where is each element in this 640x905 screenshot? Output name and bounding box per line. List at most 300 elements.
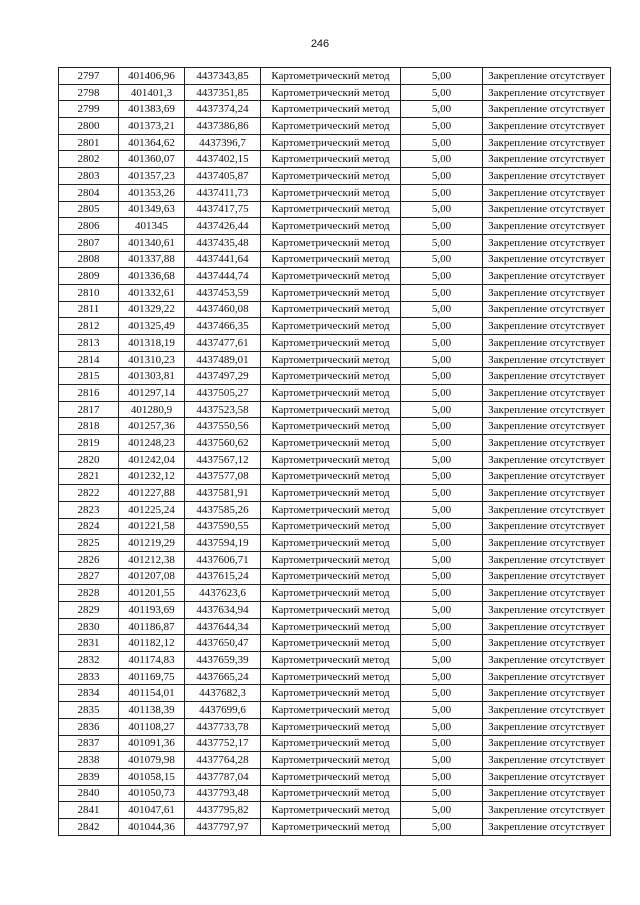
coord-x-cell: 401353,26 <box>119 184 185 201</box>
coord-x-cell: 401219,29 <box>119 535 185 552</box>
method-cell: Картометрический метод <box>261 551 401 568</box>
precision-cell: 5,00 <box>401 201 483 218</box>
table-row <box>59 134 611 151</box>
table-row <box>59 485 611 502</box>
point-number-cell: 2830 <box>59 618 119 635</box>
coord-x-cell: 401303,81 <box>119 368 185 385</box>
point-number-cell: 2809 <box>59 268 119 285</box>
point-number-cell: 2835 <box>59 702 119 719</box>
precision-cell: 5,00 <box>401 301 483 318</box>
fixation-cell: Закрепление отсутствует <box>483 368 611 385</box>
precision-cell: 5,00 <box>401 685 483 702</box>
point-number-cell: 2836 <box>59 718 119 735</box>
precision-cell: 5,00 <box>401 802 483 819</box>
table-row <box>59 218 611 235</box>
coord-y-cell: 4437444,74 <box>185 268 261 285</box>
precision-cell: 5,00 <box>401 785 483 802</box>
coord-x-cell: 401345 <box>119 218 185 235</box>
table-row <box>59 401 611 418</box>
method-cell: Картометрический метод <box>261 318 401 335</box>
precision-cell: 5,00 <box>401 668 483 685</box>
coord-y-cell: 4437466,35 <box>185 318 261 335</box>
coord-y-cell: 4437787,04 <box>185 768 261 785</box>
coord-x-cell: 401297,14 <box>119 385 185 402</box>
method-cell: Картометрический метод <box>261 485 401 502</box>
coord-y-cell: 4437567,12 <box>185 451 261 468</box>
coord-x-cell: 401138,39 <box>119 702 185 719</box>
point-number-cell: 2837 <box>59 735 119 752</box>
precision-cell: 5,00 <box>401 602 483 619</box>
coord-x-cell: 401349,63 <box>119 201 185 218</box>
fixation-cell: Закрепление отсутствует <box>483 602 611 619</box>
table-row <box>59 718 611 735</box>
precision-cell: 5,00 <box>401 335 483 352</box>
coord-y-cell: 4437665,24 <box>185 668 261 685</box>
method-cell: Картометрический метод <box>261 401 401 418</box>
coord-x-cell: 401169,75 <box>119 668 185 685</box>
coordinates-table <box>58 67 611 836</box>
coord-x-cell: 401108,27 <box>119 718 185 735</box>
point-number-cell: 2806 <box>59 218 119 235</box>
coord-x-cell: 401248,23 <box>119 435 185 452</box>
fixation-cell: Закрепление отсутствует <box>483 618 611 635</box>
table-row <box>59 335 611 352</box>
coord-x-cell: 401310,23 <box>119 351 185 368</box>
precision-cell: 5,00 <box>401 68 483 85</box>
table-row <box>59 535 611 552</box>
method-cell: Картометрический метод <box>261 84 401 101</box>
method-cell: Картометрический метод <box>261 585 401 602</box>
table-row <box>59 234 611 251</box>
fixation-cell: Закрепление отсутствует <box>483 468 611 485</box>
precision-cell: 5,00 <box>401 401 483 418</box>
table-row <box>59 418 611 435</box>
coord-y-cell: 4437577,08 <box>185 468 261 485</box>
point-number-cell: 2826 <box>59 551 119 568</box>
fixation-cell: Закрепление отсутствует <box>483 284 611 301</box>
method-cell: Картометрический метод <box>261 184 401 201</box>
coord-y-cell: 4437699,6 <box>185 702 261 719</box>
coord-y-cell: 4437606,71 <box>185 551 261 568</box>
fixation-cell: Закрепление отсутствует <box>483 785 611 802</box>
point-number-cell: 2818 <box>59 418 119 435</box>
fixation-cell: Закрепление отсутствует <box>483 318 611 335</box>
coord-y-cell: 4437793,48 <box>185 785 261 802</box>
coord-x-cell: 401079,98 <box>119 752 185 769</box>
table-row <box>59 435 611 452</box>
table-row <box>59 501 611 518</box>
table-row <box>59 318 611 335</box>
coord-x-cell: 401201,55 <box>119 585 185 602</box>
precision-cell: 5,00 <box>401 735 483 752</box>
point-number-cell: 2810 <box>59 284 119 301</box>
point-number-cell: 2825 <box>59 535 119 552</box>
point-number-cell: 2801 <box>59 134 119 151</box>
coord-y-cell: 4437795,82 <box>185 802 261 819</box>
point-number-cell: 2815 <box>59 368 119 385</box>
coord-y-cell: 4437417,75 <box>185 201 261 218</box>
fixation-cell: Закрепление отсутствует <box>483 802 611 819</box>
method-cell: Картометрический метод <box>261 201 401 218</box>
precision-cell: 5,00 <box>401 752 483 769</box>
coord-x-cell: 401174,83 <box>119 652 185 669</box>
coord-x-cell: 401047,61 <box>119 802 185 819</box>
precision-cell: 5,00 <box>401 485 483 502</box>
coord-x-cell: 401336,68 <box>119 268 185 285</box>
table-row <box>59 752 611 769</box>
table-row <box>59 568 611 585</box>
point-number-cell: 2822 <box>59 485 119 502</box>
coord-y-cell: 4437453,59 <box>185 284 261 301</box>
fixation-cell: Закрепление отсутствует <box>483 234 611 251</box>
table-row <box>59 284 611 301</box>
precision-cell: 5,00 <box>401 518 483 535</box>
point-number-cell: 2802 <box>59 151 119 168</box>
table-row <box>59 251 611 268</box>
coord-x-cell: 401193,69 <box>119 602 185 619</box>
table-row <box>59 785 611 802</box>
method-cell: Картометрический метод <box>261 351 401 368</box>
point-number-cell: 2811 <box>59 301 119 318</box>
table-row <box>59 468 611 485</box>
precision-cell: 5,00 <box>401 568 483 585</box>
precision-cell: 5,00 <box>401 501 483 518</box>
coord-y-cell: 4437560,62 <box>185 435 261 452</box>
point-number-cell: 2824 <box>59 518 119 535</box>
coord-x-cell: 401360,07 <box>119 151 185 168</box>
coord-x-cell: 401207,08 <box>119 568 185 585</box>
table-row <box>59 385 611 402</box>
method-cell: Картометрический метод <box>261 268 401 285</box>
coord-y-cell: 4437505,27 <box>185 385 261 402</box>
precision-cell: 5,00 <box>401 618 483 635</box>
point-number-cell: 2829 <box>59 602 119 619</box>
method-cell: Картометрический метод <box>261 151 401 168</box>
coord-y-cell: 4437659,39 <box>185 652 261 669</box>
fixation-cell: Закрепление отсутствует <box>483 668 611 685</box>
coord-x-cell: 401232,12 <box>119 468 185 485</box>
fixation-cell: Закрепление отсутствует <box>483 818 611 835</box>
coord-y-cell: 4437343,85 <box>185 68 261 85</box>
fixation-cell: Закрепление отсутствует <box>483 101 611 118</box>
coord-x-cell: 401221,58 <box>119 518 185 535</box>
point-number-cell: 2814 <box>59 351 119 368</box>
coord-y-cell: 4437523,58 <box>185 401 261 418</box>
fixation-cell: Закрепление отсутствует <box>483 84 611 101</box>
method-cell: Картометрический метод <box>261 802 401 819</box>
point-number-cell: 2807 <box>59 234 119 251</box>
table-row <box>59 585 611 602</box>
method-cell: Картометрический метод <box>261 435 401 452</box>
coord-y-cell: 4437351,85 <box>185 84 261 101</box>
precision-cell: 5,00 <box>401 118 483 135</box>
coord-x-cell: 401186,87 <box>119 618 185 635</box>
coord-y-cell: 4437402,15 <box>185 151 261 168</box>
coord-y-cell: 4437405,87 <box>185 168 261 185</box>
precision-cell: 5,00 <box>401 84 483 101</box>
fixation-cell: Закрепление отсутствует <box>483 151 611 168</box>
coord-y-cell: 4437733,78 <box>185 718 261 735</box>
fixation-cell: Закрепление отсутствует <box>483 568 611 585</box>
point-number-cell: 2834 <box>59 685 119 702</box>
fixation-cell: Закрепление отсутствует <box>483 251 611 268</box>
fixation-cell: Закрепление отсутствует <box>483 385 611 402</box>
method-cell: Картометрический метод <box>261 385 401 402</box>
method-cell: Картометрический метод <box>261 702 401 719</box>
coord-y-cell: 4437752,17 <box>185 735 261 752</box>
method-cell: Картометрический метод <box>261 451 401 468</box>
coord-y-cell: 4437386,86 <box>185 118 261 135</box>
coord-x-cell: 401227,88 <box>119 485 185 502</box>
coord-y-cell: 4437441,64 <box>185 251 261 268</box>
method-cell: Картометрический метод <box>261 251 401 268</box>
coord-x-cell: 401329,22 <box>119 301 185 318</box>
fixation-cell: Закрепление отсутствует <box>483 635 611 652</box>
method-cell: Картометрический метод <box>261 418 401 435</box>
coord-x-cell: 401050,73 <box>119 785 185 802</box>
precision-cell: 5,00 <box>401 768 483 785</box>
coord-y-cell: 4437477,61 <box>185 335 261 352</box>
method-cell: Картометрический метод <box>261 301 401 318</box>
fixation-cell: Закрепление отсутствует <box>483 702 611 719</box>
table-row <box>59 118 611 135</box>
coord-x-cell: 401154,01 <box>119 685 185 702</box>
method-cell: Картометрический метод <box>261 735 401 752</box>
point-number-cell: 2821 <box>59 468 119 485</box>
method-cell: Картометрический метод <box>261 568 401 585</box>
coord-x-cell: 401337,88 <box>119 251 185 268</box>
table-row <box>59 635 611 652</box>
table-row <box>59 802 611 819</box>
fixation-cell: Закрепление отсутствует <box>483 184 611 201</box>
coord-x-cell: 401257,36 <box>119 418 185 435</box>
fixation-cell: Закрепление отсутствует <box>483 501 611 518</box>
point-number-cell: 2812 <box>59 318 119 335</box>
fixation-cell: Закрепление отсутствует <box>483 118 611 135</box>
precision-cell: 5,00 <box>401 151 483 168</box>
point-number-cell: 2803 <box>59 168 119 185</box>
table-row <box>59 84 611 101</box>
fixation-cell: Закрепление отсутствует <box>483 201 611 218</box>
coord-y-cell: 4437623,6 <box>185 585 261 602</box>
fixation-cell: Закрепление отсутствует <box>483 718 611 735</box>
precision-cell: 5,00 <box>401 168 483 185</box>
point-number-cell: 2797 <box>59 68 119 85</box>
fixation-cell: Закрепление отсутствует <box>483 351 611 368</box>
coord-x-cell: 401332,61 <box>119 284 185 301</box>
fixation-cell: Закрепление отсутствует <box>483 652 611 669</box>
coord-x-cell: 401357,23 <box>119 168 185 185</box>
method-cell: Картометрический метод <box>261 768 401 785</box>
point-number-cell: 2817 <box>59 401 119 418</box>
coord-y-cell: 4437644,34 <box>185 618 261 635</box>
method-cell: Картометрический метод <box>261 618 401 635</box>
table-row <box>59 551 611 568</box>
point-number-cell: 2798 <box>59 84 119 101</box>
precision-cell: 5,00 <box>401 468 483 485</box>
precision-cell: 5,00 <box>401 535 483 552</box>
method-cell: Картометрический метод <box>261 718 401 735</box>
table-row <box>59 668 611 685</box>
point-number-cell: 2838 <box>59 752 119 769</box>
fixation-cell: Закрепление отсутствует <box>483 752 611 769</box>
method-cell: Картометрический метод <box>261 134 401 151</box>
method-cell: Картометрический метод <box>261 101 401 118</box>
table-row <box>59 451 611 468</box>
table-row <box>59 652 611 669</box>
point-number-cell: 2833 <box>59 668 119 685</box>
coord-x-cell: 401225,24 <box>119 501 185 518</box>
table-row <box>59 351 611 368</box>
coord-y-cell: 4437581,91 <box>185 485 261 502</box>
coord-y-cell: 4437590,55 <box>185 518 261 535</box>
fixation-cell: Закрепление отсутствует <box>483 551 611 568</box>
coord-y-cell: 4437764,28 <box>185 752 261 769</box>
table-row <box>59 602 611 619</box>
method-cell: Картометрический метод <box>261 785 401 802</box>
precision-cell: 5,00 <box>401 418 483 435</box>
table-row <box>59 301 611 318</box>
table-row <box>59 618 611 635</box>
method-cell: Картометрический метод <box>261 234 401 251</box>
method-cell: Картометрический метод <box>261 635 401 652</box>
coord-x-cell: 401373,21 <box>119 118 185 135</box>
fixation-cell: Закрепление отсутствует <box>483 268 611 285</box>
point-number-cell: 2800 <box>59 118 119 135</box>
coord-x-cell: 401325,49 <box>119 318 185 335</box>
precision-cell: 5,00 <box>401 234 483 251</box>
fixation-cell: Закрепление отсутствует <box>483 518 611 535</box>
fixation-cell: Закрепление отсутствует <box>483 301 611 318</box>
precision-cell: 5,00 <box>401 585 483 602</box>
point-number-cell: 2823 <box>59 501 119 518</box>
point-number-cell: 2827 <box>59 568 119 585</box>
fixation-cell: Закрепление отсутствует <box>483 134 611 151</box>
coord-y-cell: 4437460,08 <box>185 301 261 318</box>
precision-cell: 5,00 <box>401 652 483 669</box>
coord-y-cell: 4437411,73 <box>185 184 261 201</box>
precision-cell: 5,00 <box>401 134 483 151</box>
method-cell: Картометрический метод <box>261 118 401 135</box>
fixation-cell: Закрепление отсутствует <box>483 735 611 752</box>
coord-x-cell: 401406,96 <box>119 68 185 85</box>
point-number-cell: 2820 <box>59 451 119 468</box>
table-row <box>59 735 611 752</box>
precision-cell: 5,00 <box>401 318 483 335</box>
coord-x-cell: 401058,15 <box>119 768 185 785</box>
point-number-cell: 2819 <box>59 435 119 452</box>
point-number-cell: 2839 <box>59 768 119 785</box>
method-cell: Картометрический метод <box>261 685 401 702</box>
fixation-cell: Закрепление отсутствует <box>483 585 611 602</box>
method-cell: Картометрический метод <box>261 501 401 518</box>
fixation-cell: Закрепление отсутствует <box>483 685 611 702</box>
coord-y-cell: 4437550,56 <box>185 418 261 435</box>
method-cell: Картометрический метод <box>261 218 401 235</box>
precision-cell: 5,00 <box>401 284 483 301</box>
coord-y-cell: 4437682,3 <box>185 685 261 702</box>
page-number: 246 <box>310 38 330 50</box>
method-cell: Картометрический метод <box>261 468 401 485</box>
coord-y-cell: 4437435,48 <box>185 234 261 251</box>
precision-cell: 5,00 <box>401 818 483 835</box>
point-number-cell: 2841 <box>59 802 119 819</box>
fixation-cell: Закрепление отсутствует <box>483 335 611 352</box>
coord-x-cell: 401242,04 <box>119 451 185 468</box>
precision-cell: 5,00 <box>401 351 483 368</box>
coord-x-cell: 401044,36 <box>119 818 185 835</box>
precision-cell: 5,00 <box>401 218 483 235</box>
point-number-cell: 2813 <box>59 335 119 352</box>
precision-cell: 5,00 <box>401 368 483 385</box>
coord-y-cell: 4437396,7 <box>185 134 261 151</box>
fixation-cell: Закрепление отсутствует <box>483 68 611 85</box>
coord-x-cell: 401401,3 <box>119 84 185 101</box>
table-row <box>59 702 611 719</box>
method-cell: Картометрический метод <box>261 68 401 85</box>
coord-y-cell: 4437489,01 <box>185 351 261 368</box>
precision-cell: 5,00 <box>401 268 483 285</box>
method-cell: Картометрический метод <box>261 602 401 619</box>
fixation-cell: Закрепление отсутствует <box>483 218 611 235</box>
point-number-cell: 2832 <box>59 652 119 669</box>
point-number-cell: 2799 <box>59 101 119 118</box>
method-cell: Картометрический метод <box>261 652 401 669</box>
coord-x-cell: 401318,19 <box>119 335 185 352</box>
point-number-cell: 2842 <box>59 818 119 835</box>
precision-cell: 5,00 <box>401 451 483 468</box>
point-number-cell: 2828 <box>59 585 119 602</box>
coord-x-cell: 401091,36 <box>119 735 185 752</box>
method-cell: Картометрический метод <box>261 284 401 301</box>
precision-cell: 5,00 <box>401 551 483 568</box>
table-row <box>59 685 611 702</box>
method-cell: Картометрический метод <box>261 818 401 835</box>
coord-y-cell: 4437650,47 <box>185 635 261 652</box>
table-row <box>59 168 611 185</box>
coord-x-cell: 401280,9 <box>119 401 185 418</box>
table-row <box>59 518 611 535</box>
fixation-cell: Закрепление отсутствует <box>483 535 611 552</box>
fixation-cell: Закрепление отсутствует <box>483 768 611 785</box>
coord-x-cell: 401182,12 <box>119 635 185 652</box>
coord-x-cell: 401383,69 <box>119 101 185 118</box>
coord-x-cell: 401212,38 <box>119 551 185 568</box>
coord-y-cell: 4437615,24 <box>185 568 261 585</box>
method-cell: Картометрический метод <box>261 668 401 685</box>
method-cell: Картометрический метод <box>261 368 401 385</box>
fixation-cell: Закрепление отсутствует <box>483 435 611 452</box>
coord-x-cell: 401340,61 <box>119 234 185 251</box>
precision-cell: 5,00 <box>401 251 483 268</box>
table-row <box>59 101 611 118</box>
fixation-cell: Закрепление отсутствует <box>483 418 611 435</box>
method-cell: Картометрический метод <box>261 168 401 185</box>
precision-cell: 5,00 <box>401 702 483 719</box>
method-cell: Картометрический метод <box>261 535 401 552</box>
precision-cell: 5,00 <box>401 385 483 402</box>
fixation-cell: Закрепление отсутствует <box>483 168 611 185</box>
coord-y-cell: 4437585,26 <box>185 501 261 518</box>
precision-cell: 5,00 <box>401 718 483 735</box>
coord-x-cell: 401364,62 <box>119 134 185 151</box>
method-cell: Картометрический метод <box>261 335 401 352</box>
point-number-cell: 2831 <box>59 635 119 652</box>
table-row <box>59 201 611 218</box>
fixation-cell: Закрепление отсутствует <box>483 451 611 468</box>
method-cell: Картометрический метод <box>261 752 401 769</box>
table-row <box>59 268 611 285</box>
